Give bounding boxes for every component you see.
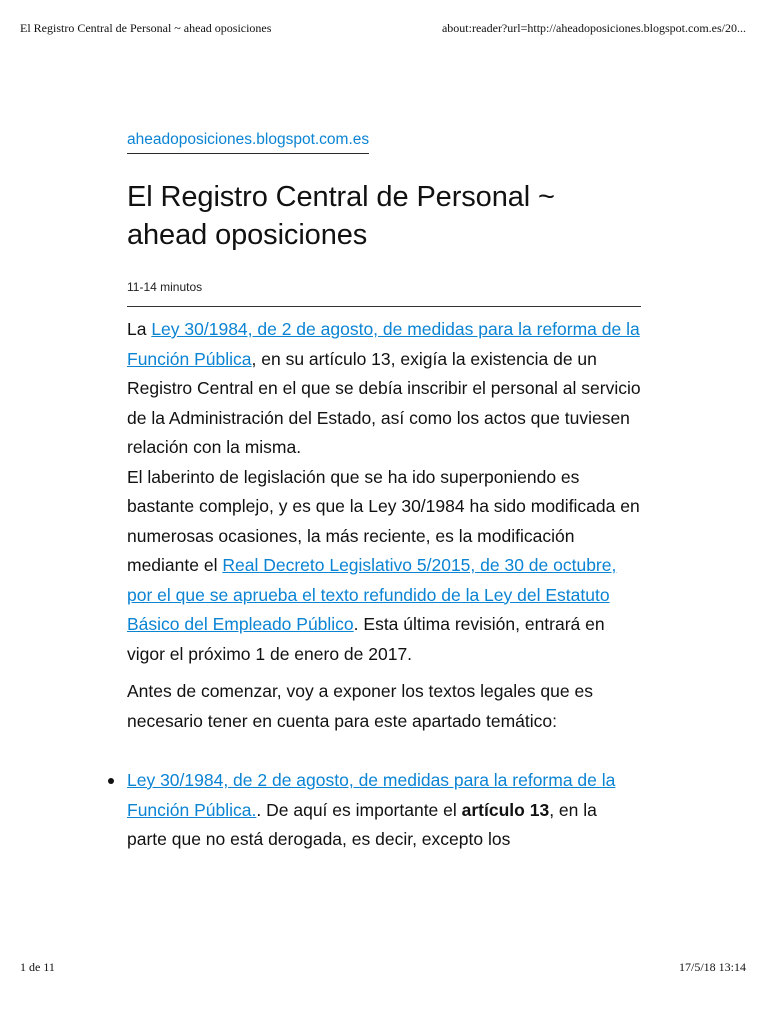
legal-texts-list [127,766,641,855]
paragraph-1-text-a: La [127,319,152,339]
article-title: El Registro Central de Personal ~ ahead oposiciones [127,181,555,251]
print-header [20,21,746,36]
list-item-text-a: . De aquí es importante el [256,799,462,820]
print-timestamp: 17/5/18 13:14 [678,960,746,974]
page-count: 1 de 11 [20,960,55,974]
title-divider [127,306,641,307]
paragraph-3: Antes de comenzar, voy a exponer los textos legales que es necesario tener en cuenta para este apartado temático: [127,681,593,731]
reader-article [127,131,641,855]
page-url: about:reader?url=http://aheadoposiciones.blogspot.com.es/20... [441,21,746,35]
paragraph-1-text-b: , en su artículo 13, exigía la existencia de un Registro Central en el que se debía inscribir el personal al servicio de la Administración del Estado, así como los actos que tuviesen relación con la misma. [127,348,641,457]
list-item-bold: artículo 13 [461,799,550,820]
reading-time: 11-14 minutos [127,280,203,294]
page-title-header: El Registro Central de Personal ~ ahead oposiciones [20,21,272,35]
ley-30-1984-link[interactable]: Ley 30/1984, de 2 de agosto, de medidas para la reforma de la Función Pública [127,319,640,369]
paragraph-2-text-a: El laberinto de legislación que se ha ido superponiendo es bastante complejo, y es que la Ley 30/1984 ha sido modificada en numerosas ocasiones, la más reciente, es la modificación mediante el [127,466,640,575]
paragraph-2 [127,463,641,670]
source-domain-link[interactable]: aheadoposiciones.blogspot.com.es [127,131,369,154]
bullet-icon [108,778,114,784]
list-item-text-b: , en la parte que no está derogada, es decir, excepto los [127,799,597,849]
paragraph-1 [127,315,641,463]
print-footer [20,960,746,975]
paragraph-2-text-b: . Esta última revisión, entrará en vigor el próximo 1 de enero de 2017. [127,614,605,664]
article-body [127,315,641,855]
list-ley-30-1984-link[interactable]: Ley 30/1984, de 2 de agosto, de medidas para la reforma de la Función Pública. [127,770,616,820]
real-decreto-link[interactable]: Real Decreto Legislativo 5/2015, de 30 de octubre, por el que se aprueba el texto refundido de la Ley del Estatuto Básico del Empleado Público [127,555,617,634]
list-item [127,766,641,855]
